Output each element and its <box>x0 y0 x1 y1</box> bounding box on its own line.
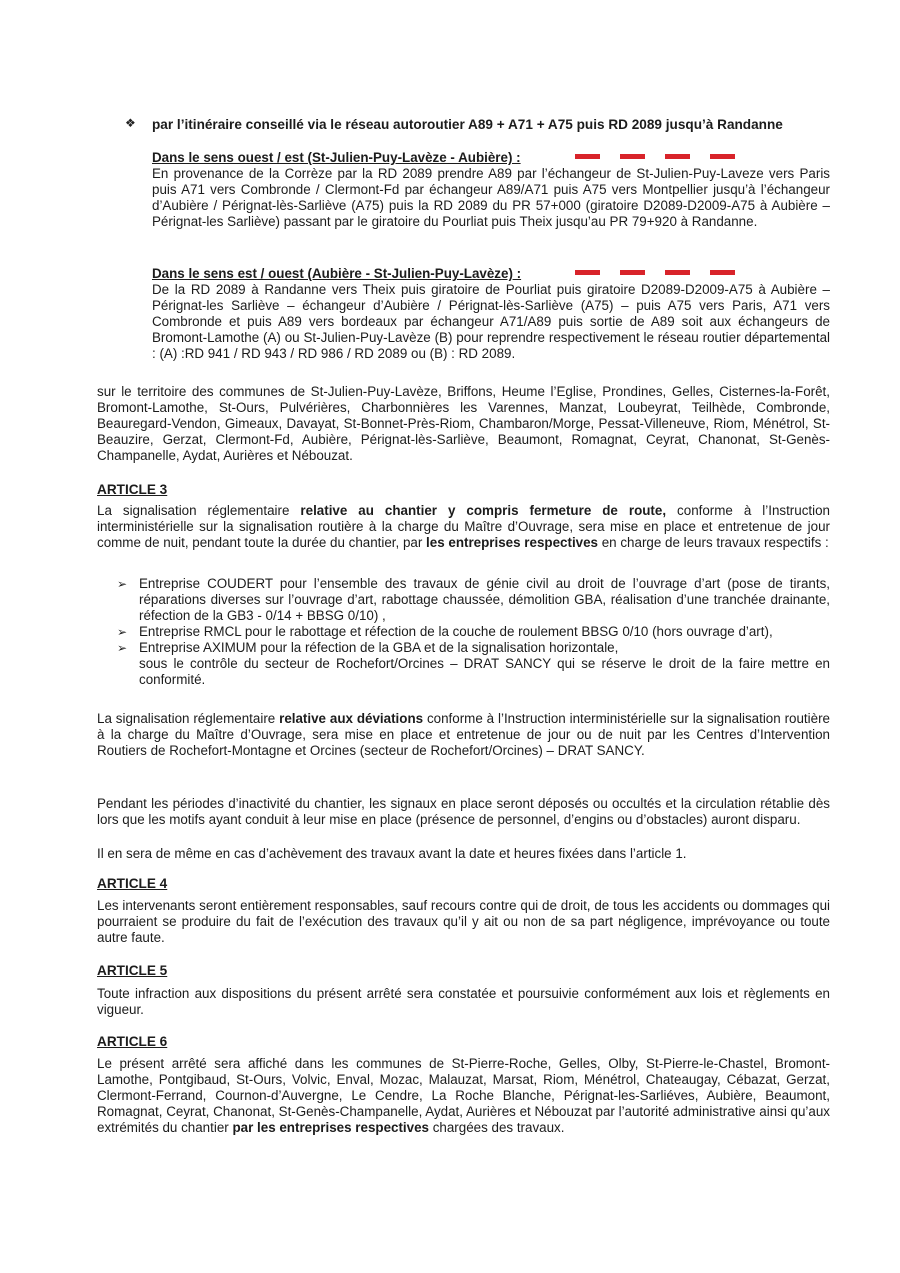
article-3-paragraph-3: Pendant les périodes d’inactivité du chantier, les signaux en place seront déposés ou occultés et la circulation rétablie dès lors que les motifs ayant conduit à leur mise en place (présence de personnel, d’engins ou d’obstacles) auront disparu. <box>97 796 830 827</box>
four-diamond-bullet-icon: ❖ <box>125 116 136 130</box>
article-3-control-text: sous le contrôle du secteur de Rochefort/Orcines – DRAT SANCY qui se réserve le droit de la faire mettre en conformité. <box>139 656 830 687</box>
article-6-text: Le présent arrêté sera affiché dans les communes de St-Pierre-Roche, Gelles, Olby, St-Pierre-le-Chastel, Bromont-Lamothe, Pontgibaud, St-Ours, Volvic, Enval, Mozac, Malauzat, Marsat, Riom, Ménétrol, Chateaugay, Cébazat, Gerzat, Clermont-Ferrand, Cournon-d’Auvergne, Le Cendre, La Roche Blanche, Pérignat-les-Sarliéves, Aubière, Beaumont, Romagnat, Ceyrat, Chanonat, St-Genès-Champanelle, Aydat, Aurières et Nébouzat par l’autorité administrative ainsi qu’aux extrémités du chantier par les entreprises respectives chargées des travaux. <box>97 1056 830 1135</box>
route-title: par l’itinéraire conseillé via le réseau autoroutier A89 + A71 + A75 puis RD 2089 jusqu’à Randanne <box>152 117 783 132</box>
list-item: ➢ Entreprise AXIMUM pour la réfection de la GBA et de la signalisation horizontale, <box>117 640 619 655</box>
direction-east-west <box>152 266 830 362</box>
article-3-bullet-list <box>117 576 830 688</box>
direction-west-east-text: En provenance de la Corrèze par la RD 2089 prendre A89 par l’échangeur de St-Julien-Puy-Laveze vers Paris puis A71 vers Combronde / Clermont-Fd par échangeur A89/A71 puis A75 vers Montpellier jusqu’à l’échangeur d’Aubière / Pérignat-lès-Sarliève (A75) puis la RD 2089 du PR 57+000 (giratoire D2089-D2009-A75 à Aubière – Pérignat-les Sarliève) passant par le giratoire du Pourliat puis Theix jusqu’au PR 79+920 à Randanne. <box>152 166 830 229</box>
direction-east-west-text: De la RD 2089 à Randanne vers Theix puis giratoire de Pourliat puis giratoire D2089-D2009-A75 à Aubière – Pérignat-les Sarliève – échangeur d’Aubière / Pérignat-lès-Sarliève (A75) – puis A75 vers Paris, A71 vers Combronde et puis A89 vers bordeaux par échangeur A71/A89 puis sortie de A89 soit aux échangeurs de Bromont-Lamothe (A) ou St-Julien-Puy-Lavèze (B) pour reprendre respectivement le réseau routier départemental : (A) :RD 941 / RD 943 / RD 986 / RD 2089 ou (B) : RD 2089. <box>152 282 830 361</box>
article-4-text: Les intervenants seront entièrement responsables, sauf recours contre qui de droit, de tous les accidents ou dommages qui pourraient se produire du fait de l’exécution des travaux qu’il y ait ou non de sa part négligence, imprévoyance ou toute autre faute. <box>97 898 830 945</box>
article-4-title: ARTICLE 4 <box>97 876 168 891</box>
communes-paragraph: sur le territoire des communes de St-Julien-Puy-Lavèze, Briffons, Heume l’Eglise, Prondines, Gelles, Cisternes-la-Forêt, Bromont-Lamothe, St-Ours, Pulvérières, Charbonnières les Varennes, Manzat, Loubeyrat, Teilhède, Combronde, Beauregard-Vendon, Gimeaux, Davayat, St-Bonnet-Près-Riom, Chambaron/Morge, Pessat-Villeneuve, Riom, Ménétrol, St-Beauzire, Gerzat, Clermont-Fd, Aubière, Pérignat-lès-Sarliève, Beaumont, Romagnat, Ceyrat, Chanonat, St-Genès-Champanelle, Aydat, Aurières et Nébouzat. <box>97 384 830 463</box>
arrowhead-bullet-icon: ➢ <box>117 577 128 591</box>
article-3-paragraph-2: La signalisation réglementaire relative aux déviations conforme à l’Instruction interministérielle sur la signalisation routière à la charge du Maître d’Ouvrage, sera mise en place et entretenue de jour ou de nuit par les Centres d’Intervention Routiers de Rochefort-Montagne et Orcines (secteur de Rochefort/Orcines) – DRAT SANCY. <box>97 711 830 758</box>
arrowhead-bullet-icon: ➢ <box>117 625 128 639</box>
list-item: ➢ Entreprise COUDERT pour l’ensemble des travaux de génie civil au droit de l’ouvrage d’art (pose de tirants, réparations diverses sur l’ouvrage d’art, rabottage chaussée, démolition GBA, réalisation d’une tranchée drainante, réfection de la GB3 - 0/14 + BBSG 0/10) , <box>117 576 830 623</box>
article-3-paragraph-1: La signalisation réglementaire relative au chantier y compris fermeture de route, conforme à l’Instruction interministérielle sur la signalisation routière à la charge du Maître d’Ouvrage, sera mise en place et entretenue de jour comme de nuit, pendant toute la durée du chantier, par les entreprises respectives en charge de leurs travaux respectifs : <box>97 503 831 550</box>
article-5-title: ARTICLE 5 <box>97 963 168 978</box>
article-3-paragraph-4: Il en sera de même en cas d’achèvement des travaux avant la date et heures fixées dans l’article 1. <box>97 846 687 861</box>
direction-west-east <box>152 150 830 230</box>
list-item: ➢ Entreprise RMCL pour le rabottage et réfection de la couche de roulement BBSG 0/10 (hors ouvrage d’art), <box>117 624 773 639</box>
article-5-text: Toute infraction aux dispositions du présent arrêté sera constatée et poursuivie conformément aux lois et règlements en vigueur. <box>97 986 830 1017</box>
direction-east-west-heading: Dans le sens est / ouest (Aubière - St-Julien-Puy-Lavèze) : <box>152 266 522 281</box>
article-3-title: ARTICLE 3 <box>97 482 168 497</box>
direction-west-east-heading: Dans le sens ouest / est (St-Julien-Puy-Lavèze - Aubière) : <box>152 150 521 165</box>
arrowhead-bullet-icon: ➢ <box>117 641 128 655</box>
article-6-title: ARTICLE 6 <box>97 1034 168 1049</box>
